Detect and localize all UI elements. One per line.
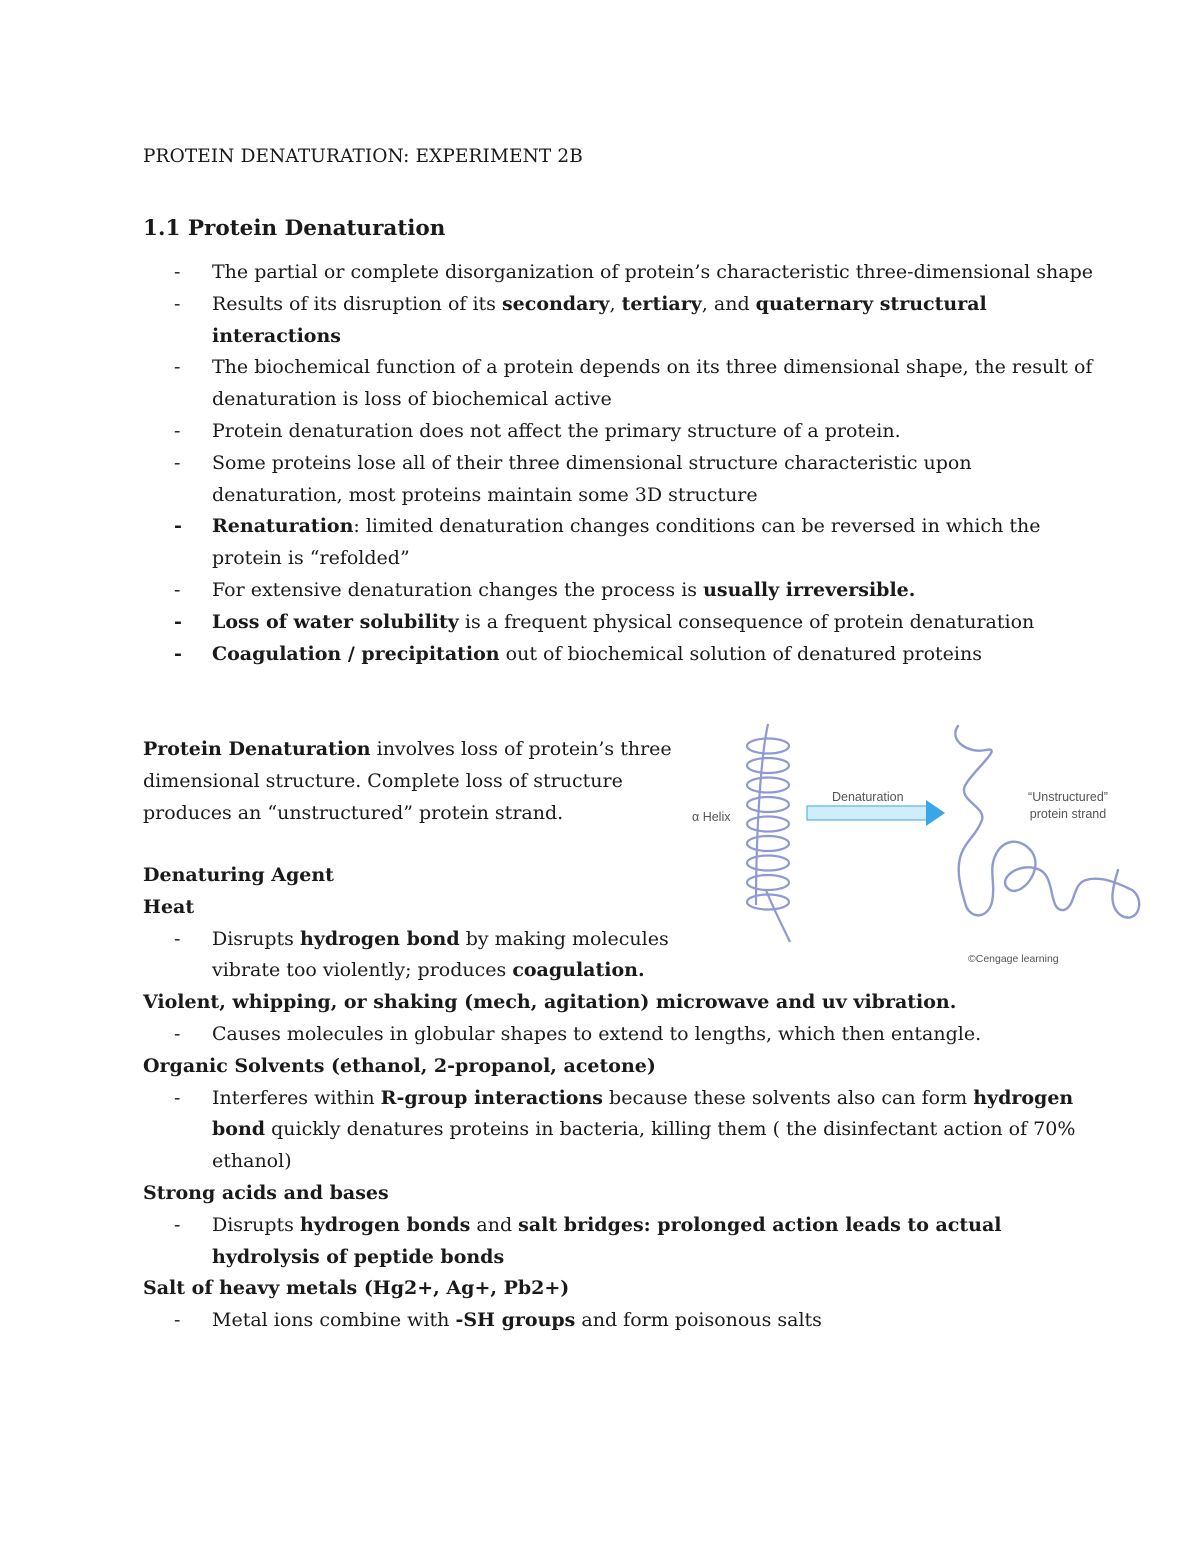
denaturing-agent-heading: Denaturing Agent — [143, 864, 334, 886]
list-item: - Renaturation: limited denaturation changes conditions can be reversed in which the protein is “refolded” — [143, 511, 1103, 575]
arrow-label: Denaturation — [832, 790, 904, 804]
strand-label-line-2: protein strand — [1029, 807, 1107, 821]
list-item: - Protein denaturation does not affect the primary structure of a protein. — [143, 416, 1103, 448]
image-credit: ©Cengage learning — [968, 953, 1059, 965]
acids-bases-heading: Strong acids and bases — [143, 1181, 389, 1204]
page-title: PROTEIN DENATURATION: EXPERIMENT 2B — [143, 146, 583, 167]
list-item: - Disrupts hydrogen bonds and salt bridges: prolonged action leads to actual hydrolysis of peptide bonds — [143, 1210, 1103, 1274]
strand-label-line-1: “Unstructured” — [1028, 790, 1108, 804]
bullet-dash: - — [174, 515, 182, 538]
helix-coil — [747, 836, 789, 851]
helix-coil — [747, 817, 789, 832]
bullet-dash: - — [174, 1309, 181, 1332]
organic-solvents-list — [143, 1083, 1103, 1178]
bullet-dash: - — [174, 610, 182, 633]
acids-bases-list — [143, 1210, 1103, 1274]
bullet-dash: - — [174, 1086, 181, 1109]
heat-heading: Heat — [143, 895, 195, 918]
helix-coil — [747, 758, 789, 773]
organic-solvents-heading: Organic Solvents (ethanol, 2-propanol, acetone) — [143, 1054, 656, 1077]
list-item: - For extensive denaturation changes the process is usually irreversible. — [143, 575, 1103, 607]
helix-coil — [747, 778, 789, 793]
list-item: - Results of its disruption of its secondary, tertiary, and quaternary structural interactions — [143, 289, 1103, 353]
list-item: - The biochemical function of a protein depends on its three dimensional shape, the result of denaturation is loss of biochemical active — [143, 352, 1103, 416]
list-item: - Coagulation / precipitation out of biochemical solution of denatured proteins — [143, 639, 1103, 671]
intro-paragraph: Protein Denaturation involves loss of protein’s three dimensional structure. Complete loss of structure produces an “unstructured” protein strand. — [143, 738, 672, 824]
violent-agitation-list — [143, 1019, 1103, 1051]
helix-coil — [747, 739, 789, 754]
bullet-dash: - — [174, 927, 181, 950]
list-item: - Metal ions combine with -SH groups and form poisonous salts — [143, 1305, 1103, 1337]
heat-list — [143, 924, 1103, 988]
bullet-dash: - — [174, 261, 181, 283]
bullet-dash: - — [174, 1022, 181, 1045]
violent-agitation-heading: Violent, whipping, or shaking (mech, agitation) microwave and uv vibration. — [143, 991, 957, 1014]
bullet-dash: - — [174, 292, 181, 315]
list-item: - The partial or complete disorganization of protein’s characteristic three-dimensional shape — [143, 257, 1103, 289]
list-item: - Some proteins lose all of their three dimensional structure characteristic upon denaturation, most proteins maintain some 3D structure — [143, 448, 1103, 512]
heavy-metals-heading: Salt of heavy metals (Hg2+, Ag+, Pb2+) — [143, 1277, 570, 1300]
list-item: - Disrupts hydrogen bond by making molecules vibrate too violently; produces coagulation. — [143, 924, 672, 988]
section-heading: 1.1 Protein Denaturation — [143, 216, 446, 241]
bullet-dash: - — [174, 356, 181, 379]
helix-label: α Helix — [692, 810, 731, 824]
bullet-dash: - — [174, 419, 181, 442]
denaturing-agents-section — [143, 860, 1103, 1337]
denaturation-bullet-list — [143, 257, 1103, 670]
bullet-dash: - — [174, 451, 181, 474]
helix-coil — [747, 797, 789, 812]
list-item: - Interferes within R-group interactions because these solvents also can form hydrogen bond quickly denatures proteins in bacteria, killing them ( the disinfectant action of 70% ethanol) — [143, 1083, 1103, 1178]
list-item: - Causes molecules in globular shapes to extend to lengths, which then entangle. — [143, 1019, 1103, 1051]
bullet-dash: - — [174, 578, 181, 601]
list-item: - Loss of water solubility is a frequent physical consequence of protein denaturation — [143, 607, 1103, 639]
bullet-dash: - — [174, 1213, 181, 1236]
heavy-metals-list — [143, 1305, 1103, 1337]
bullet-dash: - — [174, 642, 182, 665]
